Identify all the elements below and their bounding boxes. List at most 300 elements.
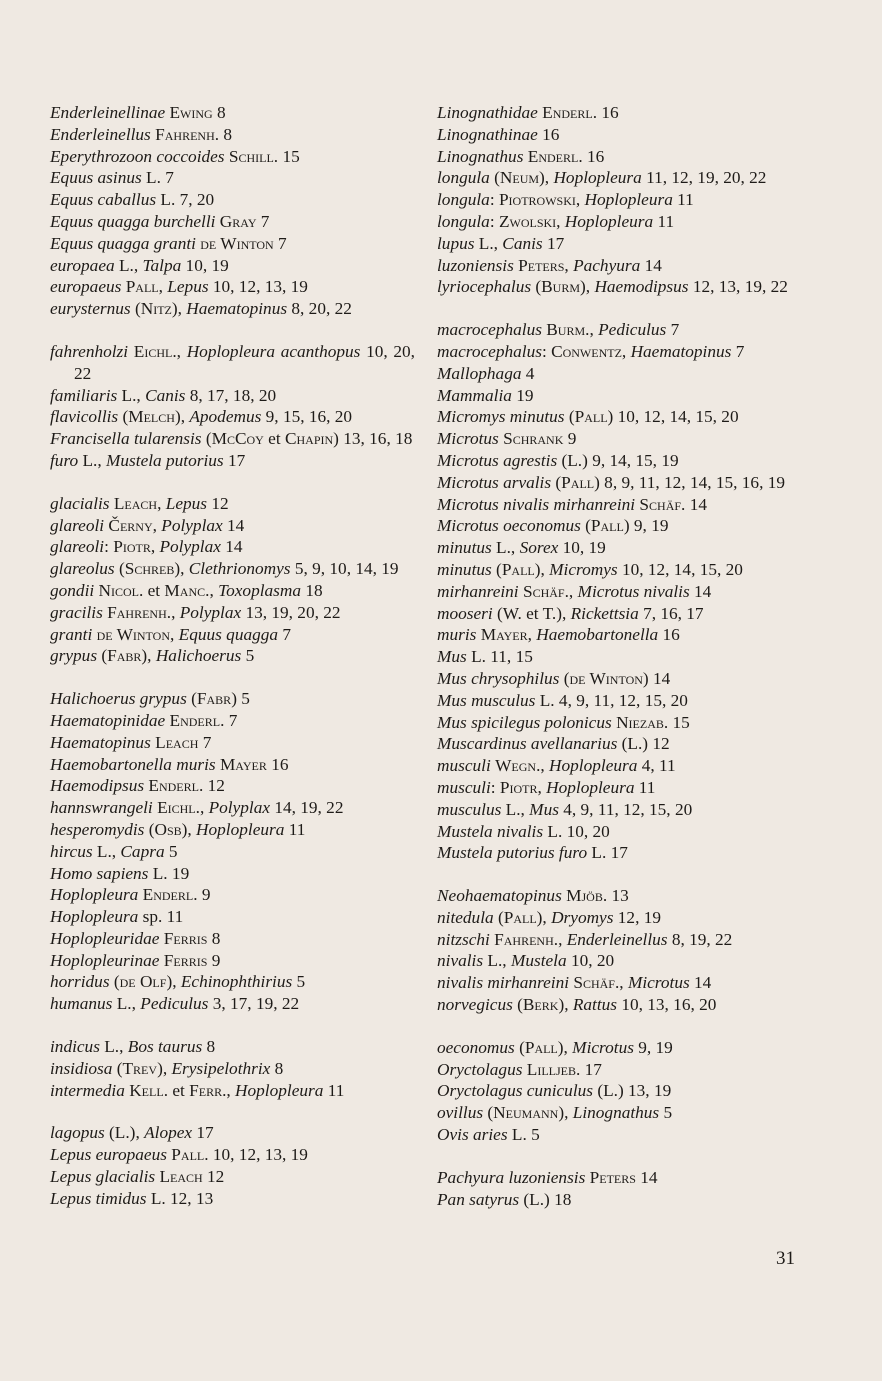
taxon-name: Dryomys (551, 907, 614, 927)
index-entry (437, 233, 812, 255)
entry-text: ), (174, 559, 189, 579)
taxon-name: Haemobartonella (536, 625, 659, 645)
index-entry (50, 450, 415, 472)
entry-text: (L.) 12 (617, 734, 670, 754)
entry-text: 4 (521, 363, 535, 383)
entry-text: : (490, 777, 500, 797)
author-name: Schill (228, 146, 274, 166)
taxon-name: Haemodipsus (50, 776, 145, 796)
entry-text: 10, 20, 22 (74, 341, 415, 383)
taxon-name: Hoplopleura (553, 168, 642, 188)
taxon-name: Equus caballus (50, 190, 157, 210)
entry-text: 7 (278, 624, 291, 644)
index-entry (50, 841, 415, 863)
entry-text: . et (138, 580, 165, 600)
entry-text: ), (181, 819, 197, 839)
taxon-name: musculus (437, 799, 502, 819)
author-name: Pall (590, 516, 624, 536)
taxon-name: Hoplopleura (50, 907, 139, 927)
entry-text: 16 (266, 754, 289, 774)
entry-text: ., (536, 756, 550, 776)
entry-text: L. 17 (587, 843, 628, 863)
entry-text: 7 (256, 211, 270, 231)
index-entry (50, 211, 415, 233)
entry-text: 11, 12, 19, 20, 22 (641, 168, 767, 188)
taxon-name: Pediculus (140, 994, 209, 1014)
taxon-name: lupus (437, 233, 475, 253)
author-name: Pall (524, 1037, 558, 1057)
taxon-name: gondii (50, 580, 95, 600)
taxon-name: Neohaematopinus (437, 886, 562, 906)
entry-text: 12 (202, 1167, 225, 1187)
taxon-name: Linognathus (572, 1103, 660, 1123)
index-group (50, 1122, 415, 1209)
entry-text: 10, 12, 13, 19 (208, 277, 308, 297)
entry-text: 10, 19 (558, 538, 606, 558)
author-name: Lilljeb (526, 1059, 576, 1079)
taxon-name: granti (50, 624, 93, 644)
entry-text: , (556, 211, 565, 231)
author-name: Fabr (107, 646, 142, 666)
taxon-name: Talpa (142, 255, 182, 275)
index-entry (50, 732, 415, 754)
entry-text: ) 14 (642, 668, 671, 688)
index-entry (437, 712, 812, 734)
taxon-name: europaea (50, 255, 115, 275)
entry-text: 11 (284, 819, 306, 839)
entry-text: ., (553, 929, 567, 949)
entry-text: L. 12, 13 (146, 1188, 214, 1208)
entry-text: 10, 19 (181, 255, 229, 275)
index-group (50, 688, 415, 1015)
index-group (50, 493, 415, 667)
taxon-name: Pachyura luzoniensis (437, 1167, 586, 1187)
index-entry (50, 385, 415, 407)
taxon-name: Clethrionomys (188, 559, 291, 579)
entry-text: ., (172, 341, 187, 361)
taxon-name: Echinophthirius (180, 972, 293, 992)
taxon-name: Mus musculus (437, 690, 536, 710)
entry-text: ( (483, 1103, 494, 1123)
entry-text: , (564, 255, 574, 275)
author-name: Mayer (480, 625, 528, 645)
entry-text: 5 (164, 841, 178, 861)
entry-text: ., (195, 798, 209, 818)
index-entry (50, 580, 415, 602)
taxon-name: Polyplax (159, 537, 221, 557)
entry-text: ( (186, 689, 197, 709)
index-entry (50, 624, 415, 646)
entry-text: ( (112, 1058, 123, 1078)
entry-text: 8, 20, 22 (287, 299, 352, 319)
author-name: Pall (574, 407, 608, 427)
entry-text: : (489, 211, 499, 231)
taxon-name: Microtus (437, 429, 499, 449)
taxon-name: glareoli (50, 537, 105, 557)
entry-text: : (541, 341, 552, 361)
taxon-name: longula (437, 168, 490, 188)
entry-text: . 13 (602, 886, 629, 906)
index-entry (437, 1102, 812, 1124)
taxon-name: Francisella tularensis (50, 429, 202, 449)
entry-text: L., (114, 255, 143, 275)
taxon-name: Hoplopleura (196, 819, 285, 839)
taxon-name: Enderleinellus (566, 929, 668, 949)
entry-text: ) 13, 16, 18 (333, 429, 413, 449)
taxon-name: minutus (437, 559, 492, 579)
index-entry (437, 842, 812, 864)
entry-text: . 12 (198, 776, 225, 796)
index-entry (437, 821, 812, 843)
taxon-name: Micromys minutus (437, 407, 565, 427)
entry-text: 8 (212, 103, 226, 122)
entry-text: 7 (273, 233, 287, 253)
taxon-name: Polyplax (179, 602, 242, 622)
entry-text: ), (558, 995, 573, 1015)
entry-text: : (489, 190, 499, 210)
author-name: Eichl (157, 798, 196, 818)
entry-text: et (263, 429, 285, 449)
index-entry (50, 536, 415, 558)
entry-text: , (170, 624, 179, 644)
taxon-name: Polyplax (161, 515, 223, 535)
taxon-name: Equus asinus (50, 168, 142, 188)
author-name: Fabr (196, 689, 232, 709)
taxon-name: Hoplopleura (235, 1080, 324, 1100)
entry-text: 16 (537, 124, 560, 144)
entry-text: 10, 20 (566, 951, 615, 971)
taxon-name: Ovis aries (437, 1125, 508, 1145)
taxon-name: norvegicus (437, 995, 513, 1015)
index-entry (50, 124, 415, 146)
index-entry (437, 494, 812, 516)
author-name: Pall (125, 277, 159, 297)
entry-text: , (150, 537, 160, 557)
index-entry (437, 189, 812, 211)
entry-text: ), (539, 168, 554, 188)
index-entry (50, 493, 415, 515)
entry-text: 11 (323, 1080, 345, 1100)
index-entry (437, 777, 812, 799)
taxon-name: glareoli (50, 515, 105, 535)
taxon-name: Canis (502, 233, 543, 253)
entry-text: 12, 13, 19, 22 (688, 277, 788, 297)
entry-text: 7 (731, 341, 745, 361)
index-entry (50, 341, 415, 385)
author-name: Enderl (527, 146, 579, 166)
index-entry (437, 124, 812, 146)
author-name: Niezab (616, 712, 664, 732)
taxon-name: Enderleinellus (50, 124, 151, 144)
index-entry (437, 1124, 812, 1146)
entry-text: ), (534, 559, 550, 579)
entry-text: L. 7 (141, 168, 174, 188)
entry-text: , (537, 777, 547, 797)
author-name: Schreb (124, 559, 175, 579)
index-entry (437, 472, 812, 494)
author-name: Schäf (573, 973, 615, 993)
index-entry (437, 167, 812, 189)
index-entry (50, 298, 415, 320)
entry-text: 4, 9, 11, 12, 15, 20 (558, 799, 693, 819)
taxon-name: Equus quagga burchelli (50, 211, 216, 231)
author-name: Berk (522, 995, 559, 1015)
entry-text: ), (157, 1058, 172, 1078)
entry-text: ( (201, 429, 212, 449)
index-entry (50, 754, 415, 776)
index-entry (437, 1037, 812, 1059)
index-entry (50, 645, 415, 667)
taxon-name: Haemodipsus (594, 277, 689, 297)
entry-text: ), (174, 407, 190, 427)
entry-text: ) 9, 19 (623, 516, 669, 536)
index-entry (50, 167, 415, 189)
entry-text: . 9 (193, 885, 211, 905)
taxon-name: Mus (529, 799, 559, 819)
taxon-name: nitedula (437, 907, 494, 927)
entry-text: 13, 19, 20, 22 (241, 602, 341, 622)
index-entry (50, 602, 415, 624)
index-entry (50, 1122, 415, 1144)
taxon-name: luzoniensis (437, 255, 514, 275)
author-name: Pall (503, 907, 537, 927)
taxon-name: Mallophaga (437, 363, 522, 383)
author-name: Enderl (542, 103, 593, 122)
taxon-name: eurysternus (50, 299, 131, 319)
index-group (437, 1037, 812, 1146)
taxon-name: Linognathinae (437, 124, 538, 144)
entry-text: ( (514, 1037, 525, 1057)
index-entry (437, 603, 812, 625)
entry-text: 17 (192, 1123, 214, 1143)
index-entry (437, 319, 812, 341)
entry-text: , (152, 515, 162, 535)
entry-text: 5, 9, 10, 14, 19 (290, 559, 399, 579)
taxon-name: Haematopinus (630, 341, 732, 361)
author-name: Pall (501, 559, 535, 579)
author-name: Piotrowski (498, 190, 576, 210)
entry-text: 9 (563, 429, 577, 449)
index-entry (50, 146, 415, 168)
page-number: 31 (776, 1248, 795, 1269)
taxon-name: Linognathidae (437, 103, 538, 122)
index-entry (437, 733, 812, 755)
author-name: Enderl (142, 885, 194, 905)
author-name: Enderl (148, 776, 199, 796)
index-entry (437, 755, 812, 777)
index-group (437, 319, 812, 864)
index-entry (50, 558, 415, 580)
taxon-name: Microtus (627, 973, 690, 993)
taxon-name: Canis (145, 385, 186, 405)
entry-text: 8 (270, 1058, 284, 1078)
index-group (50, 102, 415, 320)
entry-text: 7 (666, 320, 680, 340)
entry-text: , (527, 625, 537, 645)
author-name: de Winton (96, 624, 171, 644)
entry-text: L., (99, 1037, 128, 1057)
index-entry (50, 993, 415, 1015)
entry-text: 8, 19, 22 (667, 929, 733, 949)
entry-text: . 16 (578, 146, 605, 166)
index-group (50, 1036, 415, 1101)
taxon-name: Lepus (165, 493, 208, 513)
author-name: Piotr (499, 777, 538, 797)
entry-text: . 16 (592, 103, 619, 122)
entry-text: ( (97, 646, 108, 666)
taxon-name: hannswrangeli (50, 798, 153, 818)
index-entry (50, 255, 415, 277)
taxon-name: Hoplopleura (50, 885, 139, 905)
entry-text: ( (551, 472, 562, 492)
index-group (437, 102, 812, 298)
index-entry (437, 146, 812, 168)
entry-text: . 10, 12, 13, 19 (204, 1145, 308, 1165)
author-name: Černy (108, 515, 153, 535)
entry-text: 3, 17, 19, 22 (208, 994, 300, 1014)
taxon-name: Enderleinellinae (50, 103, 166, 122)
taxon-name: hircus (50, 841, 93, 861)
entry-text: (L.) 13, 19 (593, 1081, 672, 1101)
author-name: Mjöb (566, 886, 603, 906)
index-entry (50, 928, 415, 950)
author-name: Schäf (522, 581, 565, 601)
index-entry (50, 950, 415, 972)
entry-text: (L.) 9, 14, 15, 19 (557, 450, 679, 470)
author-name: Nitz (140, 299, 172, 319)
taxon-name: Oryctolagus (437, 1059, 523, 1079)
taxon-name: Microtus agrestis (437, 450, 558, 470)
entry-text: 9, 15, 16, 20 (261, 407, 353, 427)
entry-text: 16 (658, 625, 680, 645)
taxon-name: Bos taurus (127, 1037, 203, 1057)
entry-text: L., (78, 450, 107, 470)
index-entry (50, 863, 415, 885)
taxon-name: macrocephalus (437, 320, 542, 340)
index-entry (437, 363, 812, 385)
entry-text: (W. et T.), (492, 603, 571, 623)
taxon-name: Lepus glacialis (50, 1167, 156, 1187)
taxon-name: Linognathus (437, 146, 524, 166)
index-entry (437, 1080, 812, 1102)
entry-text: L., (491, 538, 520, 558)
index-entry (437, 885, 812, 907)
entry-text: L., (112, 994, 141, 1014)
author-name: Schäf (639, 494, 682, 514)
taxon-name: Rickettsia (570, 603, 639, 623)
index-entry (437, 450, 812, 472)
taxon-name: mirhanreini (437, 581, 519, 601)
taxon-name: nivalis (437, 951, 484, 971)
entry-text: ., (222, 1080, 236, 1100)
index-entry (437, 950, 812, 972)
taxon-name: horridus (50, 972, 110, 992)
author-name: de Winton (200, 233, 274, 253)
author-name: Ferris (163, 928, 208, 948)
entry-text: ., (614, 973, 628, 993)
entry-text: 7, 16, 17 (638, 603, 704, 623)
entry-text: L., (92, 841, 121, 861)
taxon-name: Sorex (519, 538, 559, 558)
entry-text: ., (166, 602, 180, 622)
taxon-name: Equus quagga granti (50, 233, 196, 253)
index-entry (437, 537, 812, 559)
taxon-name: longula (437, 190, 490, 210)
index-entry (437, 624, 812, 646)
entry-text: ( (144, 819, 155, 839)
author-name: Gray (219, 211, 257, 231)
entry-text: , (158, 277, 168, 297)
entry-text: ) 5 (231, 689, 250, 709)
taxon-name: Haematopinus (50, 732, 151, 752)
index-entry (50, 1036, 415, 1058)
taxon-name: Haematopinidae (50, 710, 166, 730)
taxon-name: Capra (120, 841, 165, 861)
taxon-name: Hoplopleuridae (50, 928, 160, 948)
index-entry (437, 559, 812, 581)
taxon-name: Pediculus (598, 320, 667, 340)
index-entry (50, 515, 415, 537)
index-entry (437, 907, 812, 929)
index-entry (50, 276, 415, 298)
taxon-name: Hoplopleurinae (50, 950, 160, 970)
entry-text: 14 (689, 581, 712, 601)
entry-text: 12 (207, 493, 229, 513)
index-entry (437, 1059, 812, 1081)
entry-text: ( (559, 668, 570, 688)
author-name: Trev (122, 1058, 158, 1078)
taxon-name: musculi (437, 756, 491, 776)
entry-text: ( (118, 407, 129, 427)
entry-text: 17 (542, 233, 565, 253)
entry-text: 8, 17, 18, 20 (185, 385, 277, 405)
taxon-name: Equus quagga (178, 624, 279, 644)
index-entry (50, 797, 415, 819)
entry-text: 9 (207, 950, 221, 970)
entry-text: , (157, 493, 166, 513)
entry-text: 14 (635, 1167, 658, 1187)
author-name: Burm (541, 277, 581, 297)
index-entry (437, 1167, 812, 1189)
entry-text: L. 11, 15 (466, 647, 533, 667)
taxon-name: Mus spicilegus polonicus (437, 712, 612, 732)
author-name: Peters (518, 255, 565, 275)
entry-text: 4, 11 (637, 756, 676, 776)
taxon-name: humanus (50, 994, 113, 1014)
index-entry (50, 428, 415, 450)
entry-text: ), (166, 972, 181, 992)
author-name: Ewing (169, 103, 213, 122)
entry-text: ., (564, 581, 578, 601)
index-entry (437, 929, 812, 951)
entry-text: 14 (222, 515, 245, 535)
author-name: Manc (164, 580, 206, 600)
entry-text: , (621, 341, 631, 361)
taxon-name: Microtus nivalis (577, 581, 690, 601)
entry-text: sp. 11 (138, 907, 184, 927)
entry-text: 14 (220, 537, 243, 557)
index-entry (50, 102, 415, 124)
index-entry (437, 668, 812, 690)
taxon-name: Hoplopleura (546, 777, 635, 797)
taxon-name: longula (437, 211, 490, 231)
taxon-name: muris (437, 625, 477, 645)
taxon-name: gracilis (50, 602, 103, 622)
author-name: Enderl (169, 710, 221, 730)
index-entry (50, 406, 415, 428)
entry-text: 14, 19, 22 (270, 798, 344, 818)
entry-text: L. 4, 9, 11, 12, 15, 20 (535, 690, 688, 710)
